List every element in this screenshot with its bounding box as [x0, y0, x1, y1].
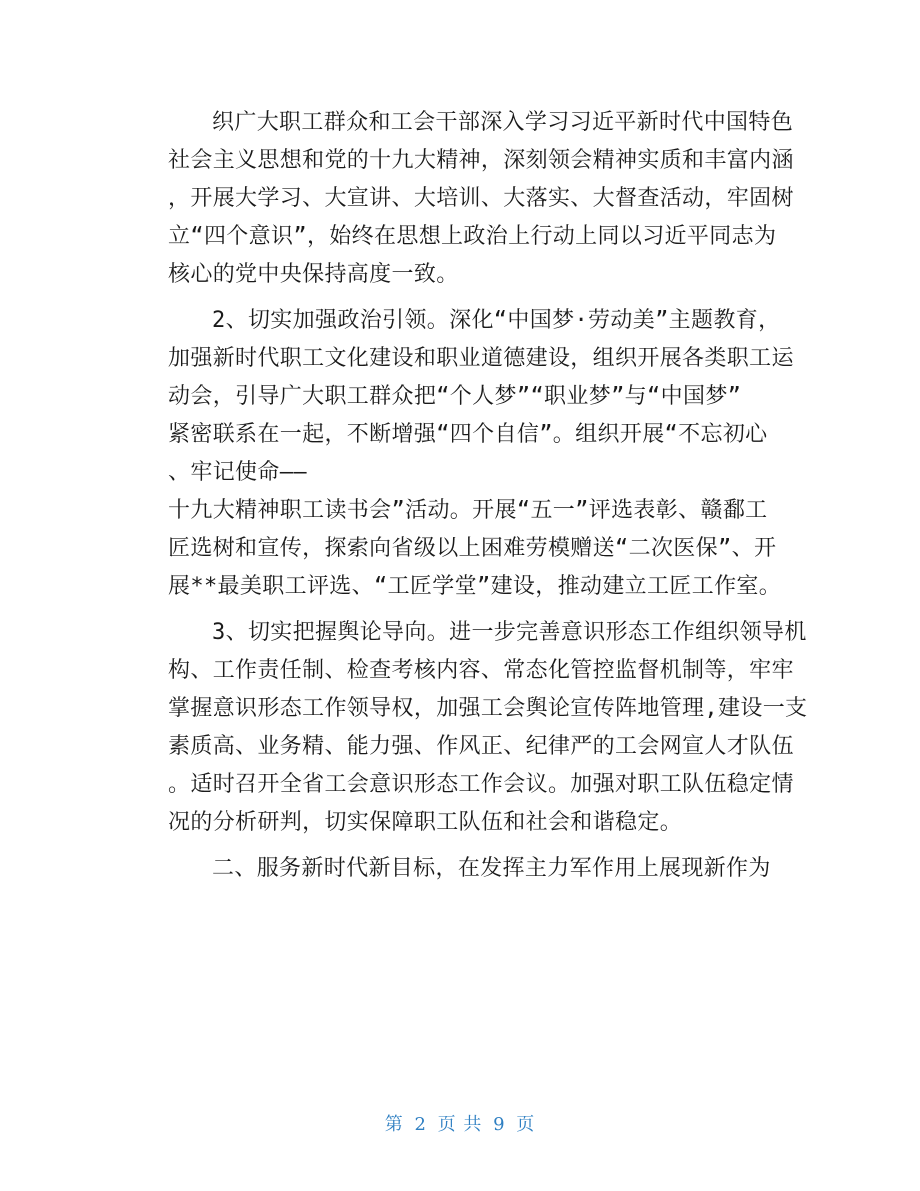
text-line: 、牢记使命—— — [168, 460, 307, 485]
text-line: 十九大精神职工读书会”活动。开展“五一”评选表彰、赣鄱工 — [168, 498, 768, 523]
text-line: 素质高、业务精、能力强、作风正、纪律严的工会网宣人才队伍 — [168, 734, 794, 759]
text-line: 况的分析研判，切实保障职工队伍和社会和谐稳定。 — [168, 810, 683, 835]
footer-total-pages: 9 — [493, 1114, 506, 1135]
text-line: 立“四个意识”，始终在思想上政治上行动上同以习近平同志为 — [168, 224, 777, 249]
text-line: 社会主义思想和党的十九大精神，深刻领会精神实质和丰富内涵 — [168, 148, 794, 173]
text-line: 掌握意识形态工作领导权，加强工会舆论宣传阵地管理,建设一支 — [168, 696, 808, 721]
text-line: 织广大职工群众和工会干部深入学习习近平新时代中国特色 — [212, 110, 794, 135]
section-2-heading-line: 2、切实加强政治引领。深化“中国梦·劳动美”主题教育， — [212, 308, 781, 333]
text-line: 加强新时代职工文化建设和职业道德建设，组织开展各类职工运 — [168, 346, 794, 371]
text-line: 核心的党中央保持高度一致。 — [168, 262, 459, 287]
document-body — [168, 104, 808, 888]
section-heading-two: 二、服务新时代新目标，在发挥主力军作用上展现新作为 — [212, 856, 771, 881]
text-line: 展**最美职工评选、“工匠学堂”建设，推动建立工匠工作室。 — [168, 574, 782, 599]
footer-prefix: 第 — [384, 1114, 404, 1135]
footer-middle: 页 共 — [437, 1114, 483, 1135]
text-line: 动会，引导广大职工群众把“个人梦”“职业梦”与“中国梦” — [168, 384, 742, 409]
text-line: 匠选树和宣传，探索向省级以上困难劳模赠送“二次医保”、开 — [168, 536, 777, 561]
text-line: ，开展大学习、大宣讲、大培训、大落实、大督查活动，牢固树 — [168, 186, 794, 211]
footer-current-page: 2 — [414, 1114, 427, 1135]
footer-suffix: 页 — [516, 1114, 536, 1135]
text-line: 紧密联系在一起，不断增强“四个自信”。组织开展“不忘初心 — [168, 422, 768, 447]
text-line: 构、工作责任制、检查考核内容、常态化管控监督机制等，牢牢 — [168, 658, 794, 683]
page-footer — [0, 1113, 920, 1137]
text-line: 。适时召开全省工会意识形态工作会议。加强对职工队伍稳定情 — [168, 772, 794, 797]
section-3-heading-line: 3、切实把握舆论导向。进一步完善意识形态工作组织领导机 — [212, 620, 807, 645]
